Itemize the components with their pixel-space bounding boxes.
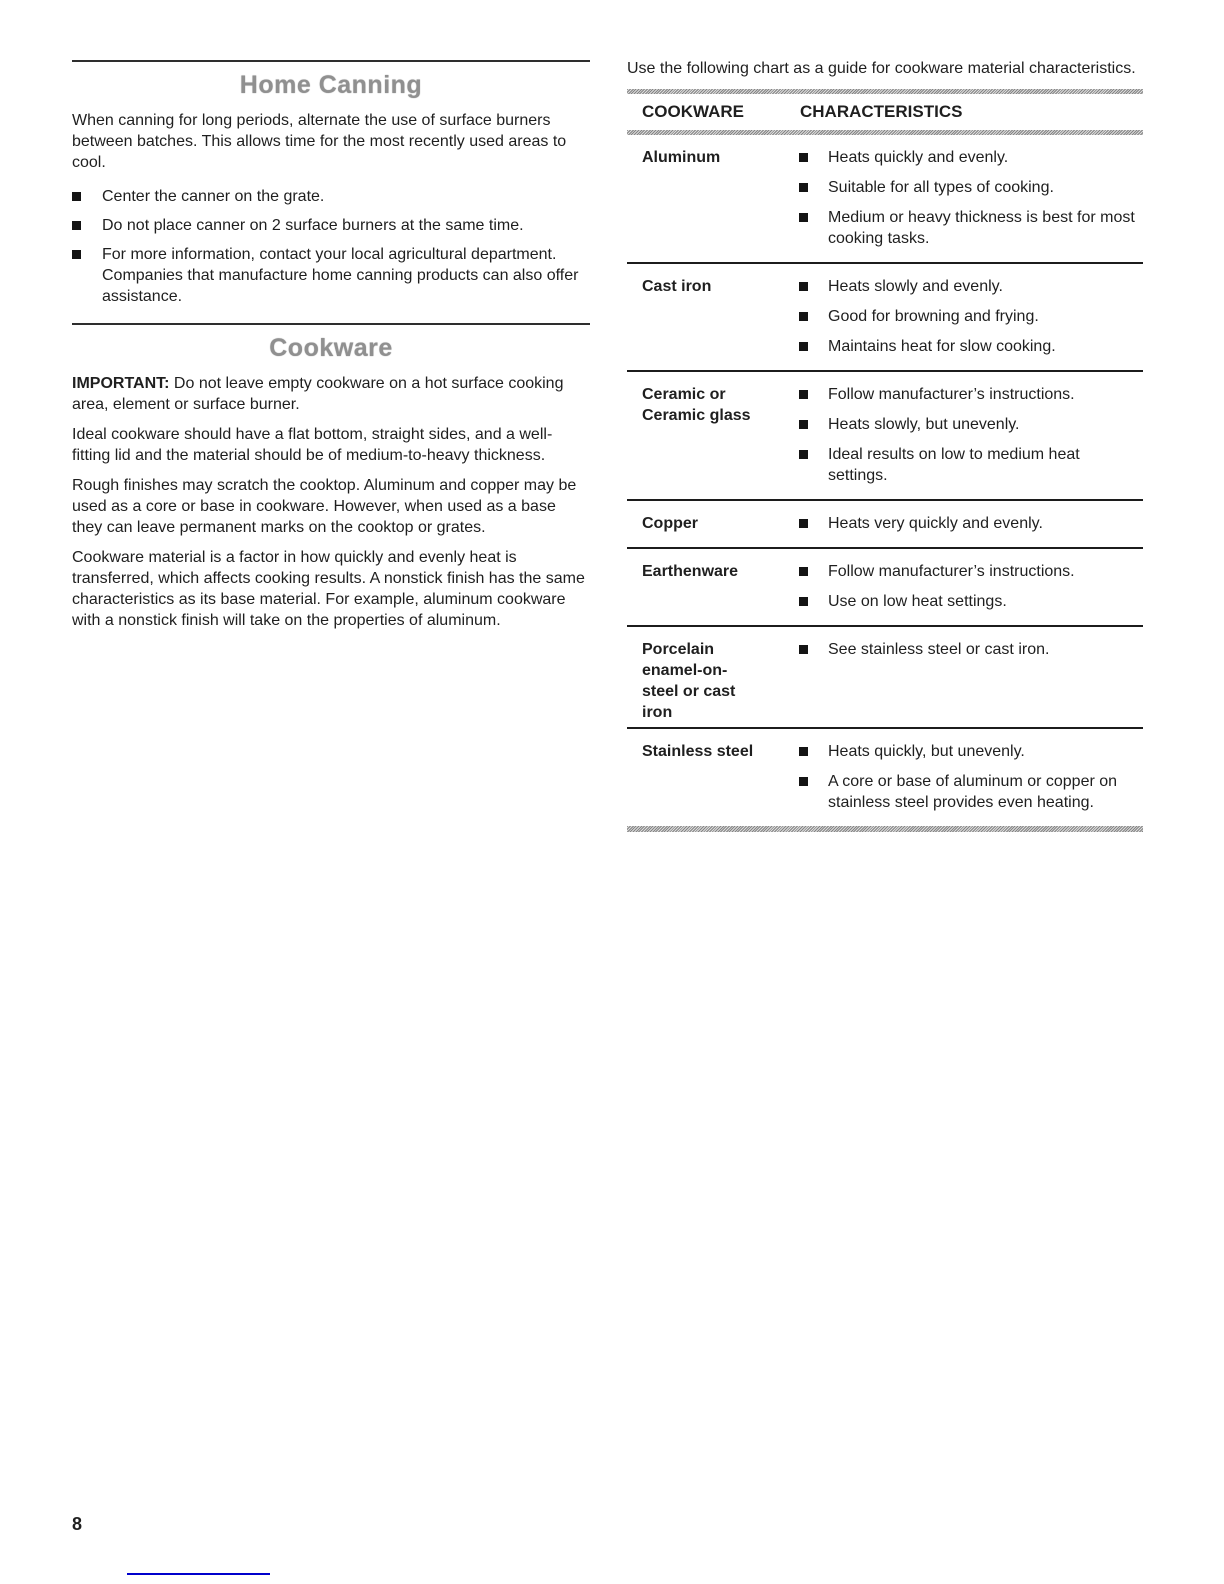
characteristic-item bbox=[799, 639, 1143, 660]
table-row bbox=[627, 727, 1143, 826]
characteristics-cell bbox=[799, 147, 1143, 258]
cookware-paragraph: Rough finishes may scratch the cooktop. Aluminum and copper may be used as a core or base in cookware. However, when used as a base they can leave permanent marks on the cooktop or grates. bbox=[72, 477, 577, 536]
chart-intro: Use the following chart as a guide for cookware material characteristics. bbox=[627, 60, 1136, 77]
list-item-text: For more information, contact your local agricultural department. Companies that manufacture home canning products can also offer assistance. bbox=[102, 246, 579, 305]
important-note bbox=[72, 373, 590, 415]
characteristic-text: Maintains heat for slow cooking. bbox=[828, 338, 1056, 355]
characteristics-cell bbox=[799, 276, 1143, 366]
cookware-name: Copper bbox=[642, 515, 698, 532]
important-label: IMPORTANT: bbox=[72, 375, 170, 392]
cookware-paragraph: Ideal cookware should have a flat bottom, straight sides, and a well-fitting lid and the material should be of medium-to-heavy thickness. bbox=[72, 426, 553, 464]
bullet-square-icon bbox=[799, 282, 808, 291]
characteristic-item bbox=[799, 513, 1143, 534]
list-item bbox=[72, 186, 590, 207]
characteristic-text: Follow manufacturer’s instructions. bbox=[828, 563, 1075, 580]
cookware-paragraph: Cookware material is a factor in how quickly and evenly heat is transferred, which affects cooking results. A nonstick finish has the same characteristics as its base material. For example, aluminum cookware with a nonstick finish will take on the properties of aluminum. bbox=[72, 549, 585, 629]
table-row bbox=[627, 625, 1143, 727]
footer-link-line bbox=[127, 1573, 270, 1575]
list-item-text: Do not place canner on 2 surface burners at the same time. bbox=[102, 217, 524, 234]
bullet-square-icon bbox=[799, 777, 808, 786]
table-header-row bbox=[627, 94, 1143, 130]
list-item bbox=[72, 244, 590, 307]
characteristic-text: See stainless steel or cast iron. bbox=[828, 641, 1050, 658]
column-header-cookware: COOKWARE bbox=[642, 102, 744, 121]
characteristic-text: Ideal results on low to medium heat settings. bbox=[828, 446, 1080, 484]
characteristics-cell bbox=[799, 561, 1143, 621]
characteristic-text: Heats quickly, but unevenly. bbox=[828, 743, 1025, 760]
table-bottom-border bbox=[627, 826, 1143, 832]
cookware-name: Aluminum bbox=[642, 149, 721, 166]
characteristic-item bbox=[799, 591, 1143, 612]
table-row bbox=[627, 262, 1143, 370]
characteristic-item bbox=[799, 384, 1143, 405]
characteristic-item bbox=[799, 414, 1143, 435]
characteristic-item bbox=[799, 336, 1143, 357]
characteristics-cell bbox=[799, 639, 1143, 723]
bullet-square-icon bbox=[72, 192, 81, 201]
characteristic-text: Use on low heat settings. bbox=[828, 593, 1007, 610]
bullet-square-icon bbox=[799, 213, 808, 222]
bullet-square-icon bbox=[799, 597, 808, 606]
table-row bbox=[627, 135, 1143, 262]
bullet-square-icon bbox=[799, 450, 808, 459]
list-item-text: Center the canner on the grate. bbox=[102, 188, 325, 205]
cookware-name: Ceramic or Ceramic glass bbox=[642, 386, 751, 424]
characteristics-cell bbox=[799, 741, 1143, 822]
characteristic-item bbox=[799, 306, 1143, 327]
bullet-square-icon bbox=[72, 221, 81, 230]
page-number: 8 bbox=[72, 1514, 83, 1534]
characteristic-item bbox=[799, 741, 1143, 762]
bullet-square-icon bbox=[799, 645, 808, 654]
characteristic-text: Heats slowly and evenly. bbox=[828, 278, 1003, 295]
cookware-name: Stainless steel bbox=[642, 743, 754, 760]
cookware-title: Cookware bbox=[269, 334, 393, 362]
cookware-name: Porcelain enamel-on-steel or cast iron bbox=[642, 641, 736, 721]
table-row bbox=[627, 370, 1143, 499]
cookware-table bbox=[627, 89, 1143, 832]
bullet-square-icon bbox=[799, 312, 808, 321]
section-divider bbox=[72, 60, 590, 62]
characteristic-text: Heats quickly and evenly. bbox=[828, 149, 1009, 166]
characteristic-item bbox=[799, 561, 1143, 582]
bullet-square-icon bbox=[799, 183, 808, 192]
bullet-square-icon bbox=[799, 747, 808, 756]
characteristic-item bbox=[799, 276, 1143, 297]
characteristic-text: Good for browning and frying. bbox=[828, 308, 1039, 325]
bullet-square-icon bbox=[72, 250, 81, 259]
characteristic-item bbox=[799, 771, 1143, 813]
characteristic-item bbox=[799, 147, 1143, 168]
characteristic-text: A core or base of aluminum or copper on stainless steel provides even heating. bbox=[828, 773, 1118, 811]
table-row bbox=[627, 547, 1143, 625]
column-header-characteristics: CHARACTERISTICS bbox=[800, 102, 963, 121]
list-item bbox=[72, 215, 590, 236]
cookware-name: Cast iron bbox=[642, 278, 712, 295]
characteristics-cell bbox=[799, 384, 1143, 495]
characteristic-item bbox=[799, 207, 1143, 249]
important-text: Do not leave empty cookware on a hot surface cooking area, element or surface burner. bbox=[72, 375, 564, 413]
bullet-square-icon bbox=[799, 420, 808, 429]
characteristic-text: Follow manufacturer’s instructions. bbox=[828, 386, 1075, 403]
characteristic-item bbox=[799, 444, 1143, 486]
characteristic-text: Suitable for all types of cooking. bbox=[828, 179, 1054, 196]
bullet-square-icon bbox=[799, 390, 808, 399]
right-column bbox=[627, 58, 1143, 832]
characteristic-text: Medium or heavy thickness is best for most cooking tasks. bbox=[828, 209, 1135, 247]
home-canning-intro: When canning for long periods, alternate the use of surface burners between batches. This allows time for the most recently used areas to cool. bbox=[72, 112, 567, 171]
section-divider bbox=[72, 323, 590, 325]
home-canning-bullet-list bbox=[72, 186, 590, 307]
home-canning-title: Home Canning bbox=[239, 71, 423, 99]
bullet-square-icon bbox=[799, 342, 808, 351]
left-column bbox=[72, 60, 590, 631]
table-body bbox=[627, 135, 1143, 826]
bullet-square-icon bbox=[799, 519, 808, 528]
characteristics-cell bbox=[799, 513, 1143, 543]
table-row bbox=[627, 499, 1143, 547]
characteristic-text: Heats very quickly and evenly. bbox=[828, 515, 1043, 532]
characteristic-item bbox=[799, 177, 1143, 198]
characteristic-text: Heats slowly, but unevenly. bbox=[828, 416, 1020, 433]
bullet-square-icon bbox=[799, 153, 808, 162]
cookware-name: Earthenware bbox=[642, 563, 739, 580]
bullet-square-icon bbox=[799, 567, 808, 576]
